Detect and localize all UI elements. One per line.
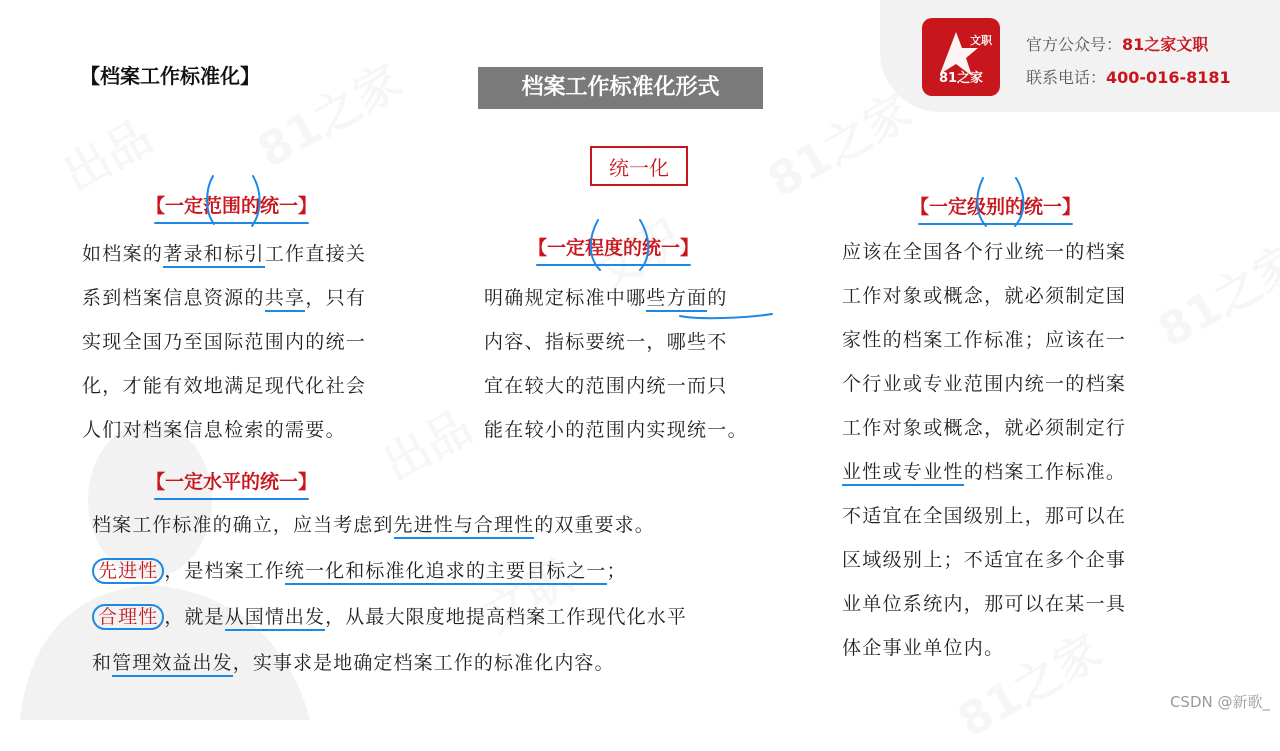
- col1-heading-text: 【一定范围的统一】: [146, 195, 318, 217]
- col2-heading-text: 【一定程度的统一】: [528, 237, 700, 259]
- col3-paragraph: [842, 230, 1126, 670]
- watermark-brand: [754, 75, 922, 210]
- text-line: 家性的档案工作标准；应该在一: [842, 329, 1127, 351]
- text-line: 明确规定标准中哪些方面的: [484, 276, 748, 320]
- text-line: 个行业或专业范围内统一的档案: [842, 373, 1127, 395]
- col1-paragraph: [82, 232, 366, 452]
- unify-box: 统一化: [590, 146, 688, 186]
- logo-text-bottom: 81之家: [938, 71, 984, 86]
- text-line: 工作对象或概念，就必须制定行: [842, 417, 1127, 439]
- text-line: 和管理效益出发，实事求是地确定档案工作的标准化内容。: [92, 640, 687, 686]
- col3-heading-text: 【一定级别的统一】: [910, 196, 1082, 218]
- text-line: 宜在较大的范围内统一而只: [484, 375, 728, 397]
- page-title: 档案工作标准化形式: [478, 67, 763, 109]
- watermark-label: [370, 391, 483, 494]
- text-line: 先进性 ，是档案工作统一化和标准化追求的主要目标之一；: [92, 548, 687, 594]
- level-heading: [146, 467, 317, 494]
- text-line: 档案工作标准的确立，应当考虑到先进性与合理性的双重要求。: [92, 502, 687, 548]
- logo-text-top: 文职: [970, 34, 992, 47]
- text-line: 化，才能有效地满足现代化社会: [82, 375, 367, 397]
- text-line: 系到档案信息资源的共享，只有: [82, 276, 366, 320]
- text-line: 能在较小的范围内实现统一。: [484, 419, 748, 441]
- text-line: 人们对档案信息检索的需要。: [82, 419, 346, 441]
- csdn-credit: CSDN @新歌_: [1169, 693, 1270, 711]
- text-line: 业性或专业性的档案工作标准。: [842, 450, 1126, 494]
- text-line: 工作对象或概念，就必须制定国: [842, 285, 1127, 307]
- section-label: 【档案工作标准化】: [80, 64, 260, 88]
- phone-value: 400-016-8181: [1106, 68, 1231, 87]
- col2-heading: [528, 233, 699, 260]
- wechat-line: [1026, 32, 1208, 55]
- text-line: 业单位系统内，那可以在某一具: [842, 593, 1127, 615]
- text-line: 体企事业单位内。: [842, 637, 1005, 659]
- text-line: 区域级别上；不适宜在多个企事: [842, 549, 1127, 571]
- text-line: 应该在全国各个行业统一的档案: [842, 241, 1127, 263]
- text-line: 实现全国乃至国际范围内的统一: [82, 331, 367, 353]
- term-reasonable: 合理性: [92, 604, 164, 630]
- text-line: 不适宜在全国级别上，那可以在: [842, 505, 1127, 527]
- text-line: 如档案的著录和标引工作直接关: [82, 232, 366, 276]
- watermark-brand: [1144, 225, 1280, 360]
- wechat-label: 官方公众号：: [1026, 35, 1123, 54]
- text-line: 合理性 ，就是从国情出发，从最大限度地提高档案工作现代化水平: [92, 594, 687, 640]
- wechat-value: 81之家文职: [1122, 35, 1209, 54]
- level-paragraph: [92, 502, 687, 686]
- watermark-label: [50, 101, 163, 204]
- phone-line: [1026, 65, 1231, 88]
- level-heading-text: 【一定水平的统一】: [146, 471, 318, 493]
- text-line: 内容、指标要统一，哪些不: [484, 331, 728, 353]
- term-advanced: 先进性: [92, 558, 164, 584]
- col2-paragraph: [484, 276, 748, 452]
- col1-heading: [146, 191, 317, 218]
- brand-logo: [922, 18, 1000, 96]
- col3-heading: [910, 192, 1081, 219]
- phone-label: 联系电话：: [1026, 68, 1107, 87]
- watermark-brand: [244, 45, 412, 180]
